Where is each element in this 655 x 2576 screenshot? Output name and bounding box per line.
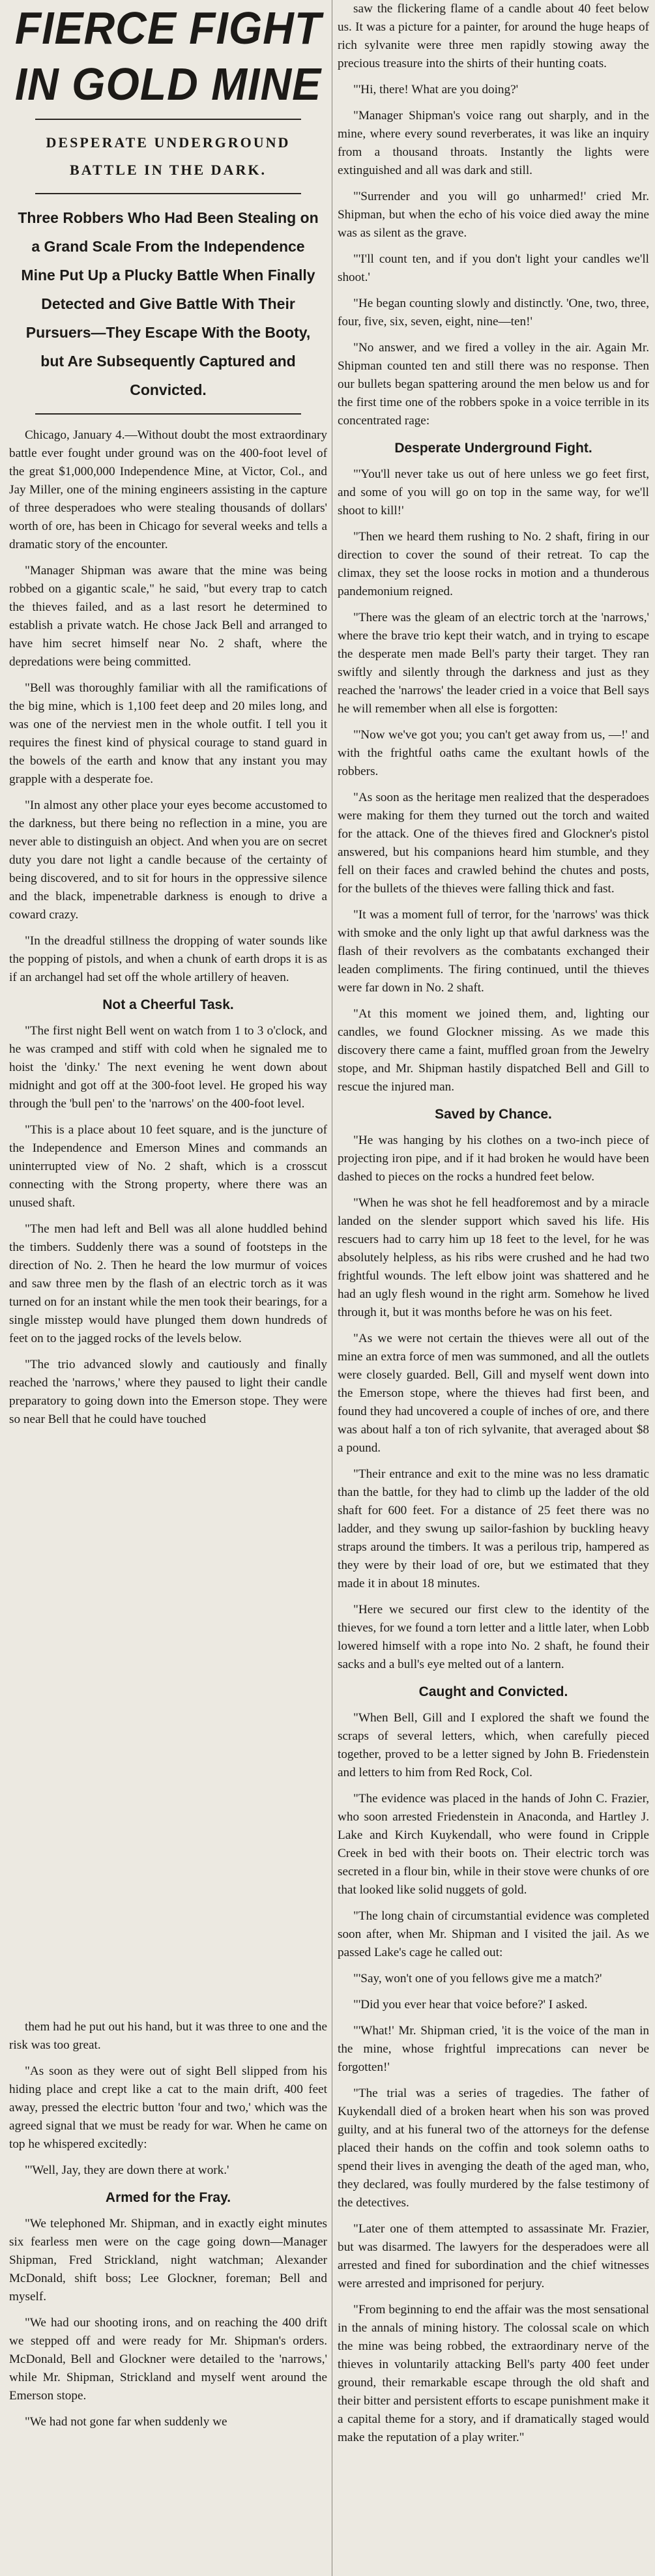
paragraph: "We had not gone far when suddenly we	[25, 2415, 227, 2429]
paragraph: "It was a moment full of terror, for the 'narrows' was thick with smoke and the only light up that awful darkness was the flash of their revolvers as the combatants exchanged their leaden compliments. The firing continued, until the thieves were far down in No. 2 shaft.	[338, 908, 649, 995]
paragraph: "This is a place about 10 feet square, and is the juncture of the Independence and Emerson Mines and commands an uninterrupted view of No. 2 shaft, which is a crosscut connecting with the Strong property, where there was an unused shaft.	[9, 1123, 327, 1210]
paragraph: "The men had left and Bell was all alone huddled behind the timbers. Suddenly there was a sound of footsteps in the direction of No. 2. Then he heard the low murmur of voices and saw three men by the flash of an electric torch as it was turned on for an instant while the men took their bearings, for a single misstep would have plunged them down hundreds of feet on to the jagged rocks of the levels below.	[9, 1222, 327, 1345]
paragraph: "In almost any other place your eyes become accustomed to the darkness, but there being no reflection in a mine, you are never able to distinguish an object. And when you are on secret duty you dare not light a candle because of the certainty of being discovered, and to sit for hours in the oppressive silence and the black, impenetrable darkness is enough to drive a coward crazy.	[9, 798, 327, 922]
paragraph: "'I'll count ten, and if you don't light your candles we'll shoot.'	[338, 252, 649, 284]
deck-secondary: Three Robbers Who Had Been Stealing on a Grand Scale From the Independence Mine Put Up a Plucky Battle When Finally Detected and Give Battle With Their Pursuers—They Escape With the Booty, but Are Subsequently Captured and Convicted.	[18, 209, 319, 398]
paragraph: "As soon as they were out of sight Bell slipped from his hiding place and crept like a cat to the main drift, 400 feet away, pressed the electric button 'four and two,' which was the agreed signal that we must be ready for war. When he came on top he whispered excitedly:	[9, 2064, 327, 2151]
subhead-caught-convicted: Caught and Convicted.	[418, 1684, 568, 1699]
deck-rule-2	[35, 413, 301, 415]
paragraph: them had he put out his hand, but it was three to one and the risk was too great.	[9, 2020, 327, 2052]
subhead-underground-fight: Desperate Underground Fight.	[394, 441, 592, 456]
paragraph: "'Say, won't one of you fellows give me a match?'	[353, 1972, 602, 1985]
paragraph: "'Well, Jay, they are down there at work.'	[25, 2163, 229, 2177]
paragraph: "From beginning to end the affair was the most sensational in the annals of mining history. The colossal scale on which the mine was being robbed, the extraordinary nerve of the thieves in voluntarily attacking Bell's party 400 feet under ground, their remarkable escape through the old shaft and their bitter and persistent efforts to escape punishment make it a capital theme for a story, and if dramatically staged would make the reputation of a play writer."	[338, 2303, 649, 2444]
body-part-8	[9, 2215, 327, 2431]
paragraph: "'Surrender and you will go unharmed!' cried Mr. Shipman, but when the echo of his voice died away the mine was as silent as the grave.	[338, 190, 649, 240]
paragraph: "Manager Shipman's voice rang out sharply, and in the mine, where every sound reverberates, it was like an inquiry from a thousand throats. Instantly the lights were extinguished and all was dark and still.	[338, 109, 649, 177]
paragraph: "'What!' Mr. Shipman cried, 'it is the voice of the man in the mine, whose frightful imprecations can never be forgotten!'	[338, 2024, 649, 2074]
paragraph: "At this moment we joined them, and, lighting our candles, we found Glockner missing. As we made this discovery there came a faint, muffled groan from the Jewelry stope, and Mr. Shipman hastily dispatched Bell and Gill to rescue the injured man.	[338, 1007, 649, 1094]
paragraph: "We telephoned Mr. Shipman, and in exactly eight minutes six fearless men were on the cage going down—Manager Shipman, Fred Strickland, night watchman; Alexander McDonald, shift boss; Lee Glockner, foreman; Bell and myself.	[9, 2217, 327, 2304]
paragraph: "When Bell, Gill and I explored the shaft we found the scraps of several letters, which, when carefully pieced together, proved to be a letter signed by John B. Friedenstein and letters to him from Red Rock, Col.	[338, 1711, 649, 1779]
headline: FIERCE FIGHT IN GOLD MINE	[14, 3, 322, 110]
paragraph: "The long chain of circumstantial evidence was completed soon after, when Mr. Shipman and I visited the jail. As we passed Lake's cage he called out:	[338, 1909, 649, 1959]
paragraph: "Then we heard them rushing to No. 2 shaft, firing in our direction to cover the sound of their retreat. To cap the climax, they set the loose rocks in motion and a thunderous pandemonium reigned.	[338, 530, 649, 598]
paragraph: "Later one of them attempted to assassinate Mr. Frazier, but was disarmed. The lawyers for the desperadoes were all arrested and fined for subordination and the chief witnesses were arrested and imprisoned for perjury.	[338, 2222, 649, 2291]
subhead-armed-fray: Armed for the Fray.	[105, 2190, 231, 2205]
paragraph: "'Now we've got you; you can't get away from us, —!' and with the frightful oaths came the exultant howls of the robbers.	[338, 728, 649, 778]
paragraph: "When he was shot he fell headforemost and by a miracle landed on the slender support which saved his life. His rescuers had to carry him up 18 feet to the level, for he was absolutely helpless, as his ribs were crushed and he had two frightful wounds. The left elbow joint was shattered and he had an ugly flesh wound in the right arm. Somehow he lived through it, but it was months before he was on his feet.	[338, 1196, 649, 1319]
article-left-column-continued	[9, 2018, 327, 2439]
body-part-5	[338, 1132, 649, 1674]
paragraph: "In the dreadful stillness the dropping of water sounds like the popping of pistols, and when a chunk of earth drops it is as if an archangel had set off the whole artillery of heaven.	[9, 934, 327, 984]
paragraph: "The evidence was placed in the hands of John C. Frazier, who soon arrested Friedenstein in Anaconda, and Hartley J. Lake and Kirch Kuykendall, who were found in Cripple Creek in bed with their boots on. Their electric torch was secreted in a flour bin, while in their stove were chunks of ore that looked like solid nuggets of gold.	[338, 1792, 649, 1897]
body-part-1	[9, 426, 327, 987]
paragraph: "He began counting slowly and distinctly. 'One, two, three, four, five, six, seven, eight, nine—ten!'	[338, 297, 649, 329]
paragraph: saw the flickering flame of a candle about 40 feet below us. It was a picture for a painter, for around the huge heaps of rich sylvanite were three men rapidly stowing away the precious treasure into the shirts of their hunting coats.	[338, 2, 649, 70]
headline-rule	[35, 119, 301, 120]
paragraph: "The trial was a series of tragedies. The father of Kuykendall died of a broken heart when his son was proved guilty, and at his funeral two of the attorneys for the defense placed their hands on the coffin and took solemn oaths to spend their lives in avenging the death of the aged man, who, they declared, was foully murdered by the false testimony of the detectives.	[338, 2086, 649, 2210]
paragraph: "The first night Bell went on watch from 1 to 3 o'clock, and he was cramped and stiff with cold when he signaled me to hoist the 'dinky.' The next evening he went down about midnight and got off at the 300-foot level. He groped his way through the 'bull pen' to the 'narrows' on the 400-foot level.	[9, 1024, 327, 1111]
paragraph: "'Did you ever hear that voice before?' I asked.	[353, 1998, 588, 2012]
paragraph: "Manager Shipman was aware that the mine was being robbed on a gigantic scale," he said, "but every trap to catch the thieves failed, and as a last resort he determined to establish a private watch. He chose Jack Bell and arranged to have him secret himself near No. 2 shaft, where the depredations were being committed.	[9, 564, 327, 669]
paragraph: "Their entrance and exit to the mine was no less dramatic than the battle, for they had to climb up the ladder of the old shaft for 600 feet. For a distance of 25 feet there was no ladder, and they swung up sailor-fashion by buckling heavy straps around the timbers. It was a perilous trip, hampered as they were by their load of ore, but we estimated that they made it in about 18 minutes.	[338, 1467, 649, 1590]
paragraph: "As soon as the heritage men realized that the desperadoes were making for them they turned out the torch and waited for the attack. One of the thieves fired and Glockner's pistol answered, but his companions heard him stumble, and they fell on their faces and crawled behind the chutes and posts, for the bullets of the thieves were falling thick and fast.	[338, 791, 649, 896]
paragraph: "Here we secured our first clew to the identity of the thieves, for we found a torn letter and a little later, when Lobb lowered himself with a rope into No. 2 shaft, he found their sacks and a bull's eye melted out of a lantern.	[338, 1603, 649, 1671]
paragraph: "We had our shooting irons, and on reaching the 400 drift we stepped off and were ready for Mr. Shipman's orders. McDonald, Bell and Glockner were detailed to the 'narrows,' while Mr. Shipman, Strickland and myself went around the Emerson stope.	[9, 2316, 327, 2403]
subhead-cheerful-task: Not a Cheerful Task.	[102, 997, 234, 1012]
paragraph: "No answer, and we fired a volley in the air. Again Mr. Shipman counted ten and still there was no response. Then our bullets began spattering around the men below us and for the first time one of the robbers spoke in a voice terrible in its concentrated rage:	[338, 341, 649, 428]
body-part-6	[338, 1709, 649, 2447]
paragraph: Chicago, January 4.—Without doubt the most extraordinary battle ever fought under ground was on the 400-foot level of the great $1,000,000 Independence Mine, at Victor, Col., and Jay Miller, one of the mining engineers assisting in the capture of three desperadoes who were stealing thousands of dollars' worth of ore, has been in Chicago for several weeks and tells a dramatic story of the encounter.	[9, 428, 327, 551]
paragraph: "Bell was thoroughly familiar with all the ramifications of the big mine, which is 1,100 feet deep and 20 miles long, and was one of the nerviest men in the whole outfit. I tell you it requires the finest kind of physical courage to stand guard in the bowels of the earth and know that any instant you may grapple with a desperate foe.	[9, 681, 327, 786]
body-part-7	[9, 2018, 327, 2180]
paragraph: "There was the gleam of an electric torch at the 'narrows,' where the brave trio kept their watch, and in trying to escape the desperate men made Bell's party their target. They ran swiftly and silently through the darkness and just as they reached the 'narrows' the leader cried in a voice that Bell says he will remember when all else is forgotten:	[338, 611, 649, 716]
paragraph: "'Hi, there! What are you doing?'	[353, 83, 519, 96]
deck-primary: DESPERATE UNDERGROUND BATTLE IN THE DARK.	[46, 134, 291, 178]
paragraph: "He was hanging by his clothes on a two-inch piece of projecting iron pipe, and if it had broken he would have been dashed to pieces on the rocks a hundred feet below.	[338, 1134, 649, 1184]
paragraph: "The trio advanced slowly and cautiously and finally reached the 'narrows,' where they paused to light their candle preparatory to going down into the Emerson stope. They were so near Bell that he could have touched	[9, 1358, 327, 1426]
article-left-column	[9, 0, 327, 1437]
body-part-2	[9, 1022, 327, 1429]
paragraph: "'You'll never take us out of here unless we go feet first, and some of you will go on top in the same way, for we'll shoot to kill!'	[338, 467, 649, 518]
article-right-column	[338, 0, 649, 2455]
paragraph: "As we were not certain the thieves were all out of the mine an extra force of men was summoned, and all the outlets were closely guarded. Bell, Gill and myself went down into the Emerson stope, where the thieves had first been, and found they had uncovered a couple of inches of ore, and there was about half a ton of rich sylvanite, that averaged about $8 a pound.	[338, 1332, 649, 1455]
body-part-4	[338, 465, 649, 1096]
subhead-saved-by-chance: Saved by Chance.	[435, 1107, 552, 1122]
deck-rule	[35, 193, 301, 194]
body-part-3	[338, 0, 649, 430]
